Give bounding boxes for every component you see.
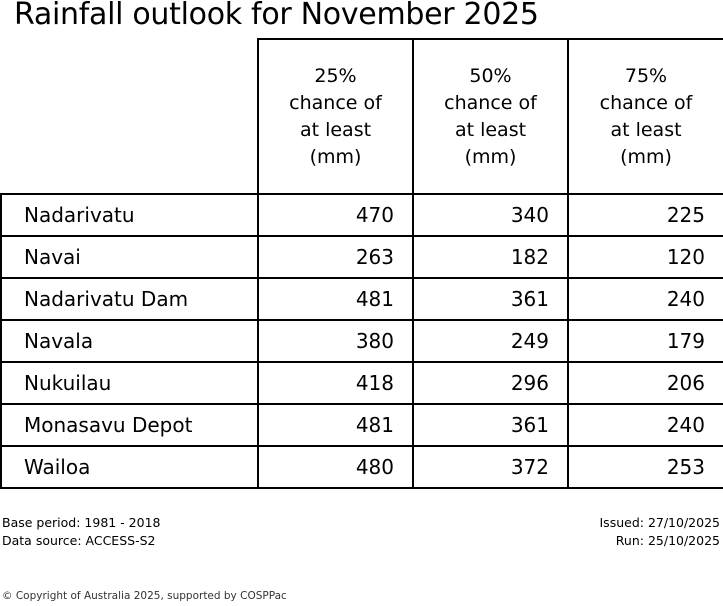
location-name: Monasavu Depot: [1, 404, 258, 446]
location-name: Navala: [1, 320, 258, 362]
table-body: [1, 194, 723, 488]
column-header-p50-line3: at least: [454, 118, 527, 141]
value-p75: 120: [568, 236, 723, 278]
value-p50: 372: [413, 446, 568, 488]
column-header-p25-line1: 25%: [314, 64, 357, 87]
value-p50: 361: [413, 404, 568, 446]
value-p75: 240: [568, 278, 723, 320]
value-p25: 481: [258, 278, 413, 320]
table-row: [1, 446, 723, 488]
table-row: [1, 194, 723, 236]
base-period-text: Base period: 1981 - 2018: [2, 515, 161, 530]
location-column-header: [1, 39, 258, 194]
column-header-p25-line3: at least: [299, 118, 372, 141]
column-header-p25: [258, 39, 413, 194]
value-p75: 225: [568, 194, 723, 236]
value-p50: 361: [413, 278, 568, 320]
run-date-text: Run: 25/10/2025: [615, 533, 720, 548]
column-header-p75: [568, 39, 723, 194]
location-name: Nadarivatu Dam: [1, 278, 258, 320]
column-header-p75-line4: (mm): [620, 145, 672, 168]
value-p50: 340: [413, 194, 568, 236]
location-name: Nadarivatu: [1, 194, 258, 236]
value-p75: 253: [568, 446, 723, 488]
table-row: [1, 362, 723, 404]
column-header-p75-line2: chance of: [599, 91, 693, 114]
value-p75: 179: [568, 320, 723, 362]
value-p25: 263: [258, 236, 413, 278]
rainfall-outlook-table: [0, 38, 723, 489]
value-p50: 249: [413, 320, 568, 362]
location-name: Wailoa: [1, 446, 258, 488]
column-header-p50: [413, 39, 568, 194]
table-row: [1, 236, 723, 278]
column-header-p75-line3: at least: [610, 118, 682, 141]
footer-right: [600, 514, 721, 550]
column-header-p50-line4: (mm): [464, 145, 517, 168]
footer: [0, 514, 723, 564]
value-p25: 418: [258, 362, 413, 404]
column-header-p25-line4: (mm): [309, 145, 362, 168]
table-row: [1, 320, 723, 362]
footer-left: [2, 514, 161, 550]
location-name: Nukuilau: [1, 362, 258, 404]
value-p25: 481: [258, 404, 413, 446]
value-p25: 380: [258, 320, 413, 362]
location-name: Navai: [1, 236, 258, 278]
issued-date-text: Issued: 27/10/2025: [599, 515, 720, 530]
column-header-p25-line2: chance of: [289, 91, 382, 114]
value-p75: 240: [568, 404, 723, 446]
copyright-text: © Copyright of Australia 2025, supported by COSPPac: [2, 590, 287, 602]
column-header-p50-line1: 50%: [469, 64, 512, 87]
column-header-p75-line1: 75%: [624, 64, 668, 87]
value-p50: 296: [413, 362, 568, 404]
value-p25: 470: [258, 194, 413, 236]
value-p25: 480: [258, 446, 413, 488]
table-header: [1, 39, 723, 194]
value-p50: 182: [413, 236, 568, 278]
page-title: Rainfall outlook for November 2025: [14, 0, 539, 32]
table-row: [1, 278, 723, 320]
table-header-row: [1, 39, 723, 194]
table-row: [1, 404, 723, 446]
data-source-text: Data source: ACCESS-S2: [2, 533, 156, 548]
value-p75: 206: [568, 362, 723, 404]
column-header-p50-line2: chance of: [444, 91, 537, 114]
